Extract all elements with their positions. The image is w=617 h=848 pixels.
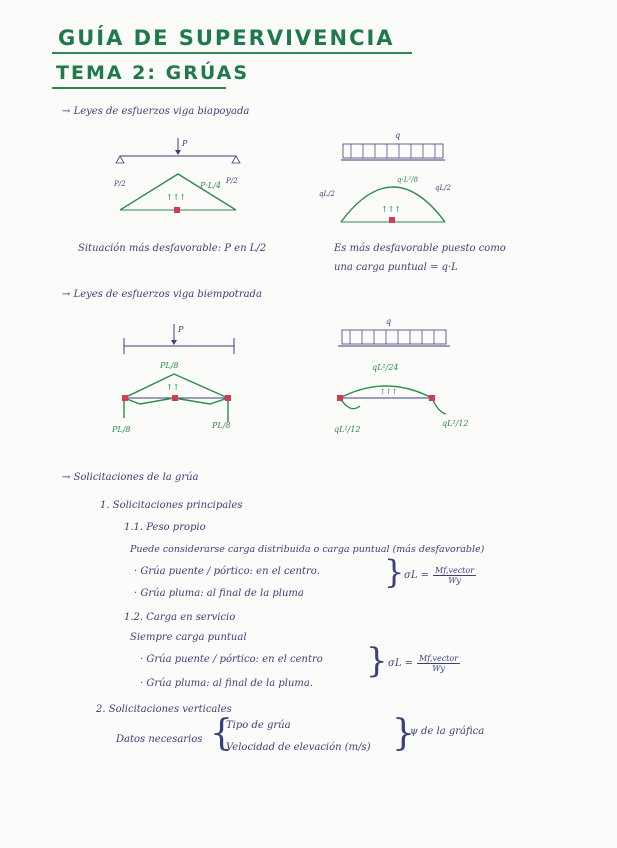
section1-left-note: Situación más desfavorable: P en L/2 [78, 243, 267, 254]
item1-2-text: Siempre carga puntual [130, 632, 247, 643]
svg-text:↑↑↑: ↑↑↑ [380, 388, 398, 396]
item1-1: 1.1. Peso propio [124, 522, 206, 533]
item2-lead: Datos necesarios [116, 734, 203, 745]
item1-2-bullet-1: · Grúa puente / pórtico: en el centro [140, 654, 323, 665]
moment-label: P·L/4 [200, 181, 222, 190]
subtitle-underline [52, 87, 226, 89]
svg-text:↑↑: ↑↑ [166, 383, 180, 392]
left-reaction-label: qL/2 [319, 190, 335, 198]
left-moment-label: PL/8 [112, 425, 131, 434]
arrow-right-icon: → [62, 472, 74, 483]
item2-option-2: Velocidad de elevación (m/s) [226, 742, 371, 753]
item1-1-brace: } [384, 553, 405, 591]
right-moment-label: PL/8 [212, 421, 231, 430]
right-reaction-label: P/2 [226, 177, 238, 185]
item1-2-formula: σL = Mf,vector Wy [388, 654, 459, 673]
item2-result: ψ de la gráfica [410, 726, 485, 737]
page-title: GUÍA DE SUPERVIVENCIA [58, 26, 395, 50]
load-label: q [395, 131, 401, 140]
arrow-right-icon: → [62, 106, 74, 117]
section1-heading: → Leyes de esfuerzos viga biapoyada [62, 106, 250, 117]
right-moment-label: qL²/12 [442, 419, 469, 428]
right-reaction-label: qL/2 [435, 184, 451, 192]
item1-2: 1.2. Carga en servicio [124, 612, 236, 623]
top-moment-label: qL²/24 [372, 363, 399, 372]
top-moment-label: PL/8 [160, 361, 179, 370]
item2-close-brace: } [392, 713, 415, 754]
item1-1-bullet-2: · Grúa pluma: al final de la pluma [134, 588, 304, 599]
item1: 1. Solicitaciones principales [100, 500, 243, 511]
load-label: q [386, 317, 392, 326]
moment-label: q·L²/8 [397, 176, 418, 184]
item2: 2. Solicitaciones verticales [96, 704, 232, 715]
biempotrada-distributed-load-diagram [320, 314, 480, 438]
item1-2-brace: } [366, 641, 388, 681]
page-subtitle: TEMA 2: GRÚAS [56, 62, 250, 84]
item1-1-bullet-1: · Grúa puente / pórtico: en el centro. [134, 566, 320, 577]
svg-text:↑↑↑: ↑↑↑ [381, 205, 402, 214]
item1-1-text: Puede considerarse carga distribuida o carga puntual (más desfavorable) [130, 544, 485, 555]
item1-1-formula: σL = Mf,vector Wy [404, 566, 475, 585]
item1-2-bullet-2: · Grúa pluma: al final de la pluma. [140, 678, 314, 689]
svg-text:↑↑↑: ↑↑↑ [166, 193, 187, 202]
section2-heading: → Leyes de esfuerzos viga biempotrada [62, 289, 262, 300]
title-underline [52, 52, 412, 54]
item2-option-1: Tipo de grúa [226, 720, 291, 731]
section1-right-note-1: Es más desfavorable puesto como [334, 243, 506, 254]
biapoyada-distributed-load-diagram [315, 126, 465, 230]
item2-open-brace: { [210, 713, 233, 754]
arrow-right-icon: → [62, 289, 74, 300]
biapoyada-point-load-diagram [108, 136, 248, 228]
left-moment-label: qL²/12 [334, 425, 361, 434]
load-label: P [178, 325, 184, 334]
load-label: P [182, 139, 188, 148]
left-reaction-label: P/2 [114, 180, 126, 188]
section1-right-note-2: una carga puntual = q·L [334, 262, 458, 273]
biempotrada-point-load-diagram [110, 318, 250, 436]
section3-heading: → Solicitaciones de la grúa [62, 472, 199, 483]
